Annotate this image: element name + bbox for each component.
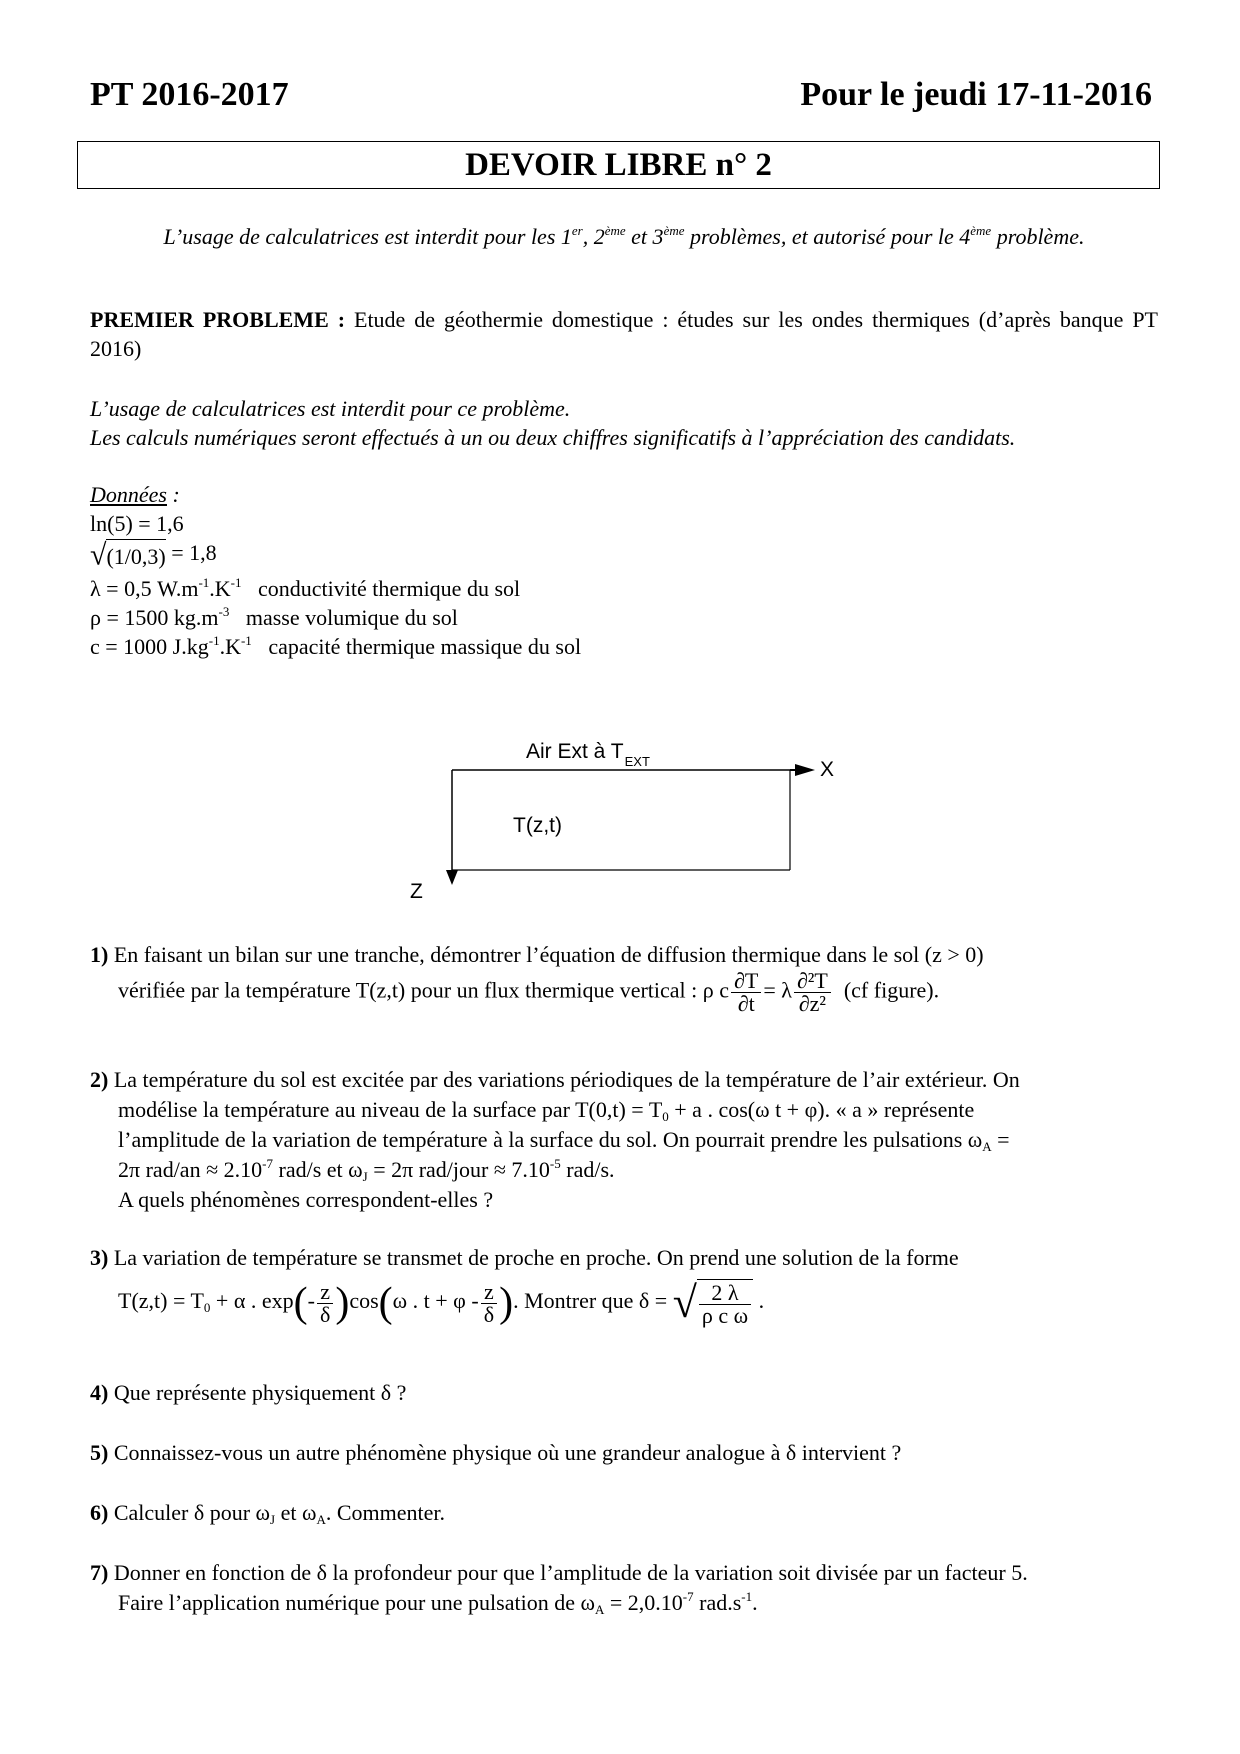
- q4-number: 4): [90, 1380, 109, 1405]
- x-arrow-head: [795, 764, 815, 776]
- q3-frac2-num: z: [481, 1281, 497, 1304]
- q3-eq-a: T(z,t) = T: [118, 1288, 204, 1314]
- rho-exp: -3: [218, 604, 230, 619]
- problem1-note1: L’usage de calculatrices est interdit pour ce problème.: [90, 396, 571, 421]
- donnees-label: Données: [90, 482, 167, 507]
- donnees-section: [90, 480, 1158, 661]
- q7-exp2: -1: [741, 1589, 753, 1604]
- q2-text-4d: rad/s.: [560, 1157, 615, 1182]
- q2-line2: [90, 1095, 1158, 1125]
- problem1-note2: Les calculs numériques seront effectués à un ou deux chiffres significatifs à l’appréciation des candidats.: [90, 425, 1016, 450]
- sqrt-value: = 1,8: [165, 540, 217, 565]
- q3-paren-close-1: ): [335, 1280, 350, 1326]
- header-class-year: PT 2016-2017: [90, 76, 289, 113]
- q3-frac1-den: δ: [319, 1301, 331, 1327]
- donnee-rho: [90, 603, 1158, 632]
- q2-sub-j: J: [362, 1169, 368, 1184]
- q2-line1: [90, 1065, 1158, 1095]
- q7-exp1: -7: [682, 1589, 694, 1604]
- q7-text-1: Donner en fonction de δ la profondeur pour que l’amplitude de la variation soit divisée par un facteur 5.: [108, 1560, 1028, 1585]
- q3-sqrt-num: 2 λ: [699, 1282, 751, 1305]
- q2-sub-a: A: [982, 1139, 992, 1154]
- q6-text-a: Calculer δ pour ω: [108, 1500, 271, 1525]
- q3-paren-close-2: ): [499, 1280, 514, 1326]
- q7-number: 7): [90, 1560, 109, 1585]
- q1-eq-frac-dt: [731, 970, 761, 1015]
- air-label-text: Air Ext à T: [526, 740, 624, 763]
- soil-diagram: [410, 710, 850, 920]
- notice-sup-a: er: [571, 223, 583, 238]
- problem1-label: PREMIER PROBLEME :: [90, 307, 346, 332]
- lambda-value: λ = 0,5 W.m: [90, 576, 199, 601]
- calculator-notice: [90, 222, 1158, 251]
- air-label-sub: EXT: [624, 754, 650, 769]
- question-2: [90, 1065, 1158, 1215]
- header-due-date: Pour le jeudi 17-11-2016: [800, 76, 1152, 113]
- q2-sub-0: 0: [662, 1109, 669, 1124]
- q3-line1: [90, 1243, 1158, 1273]
- document-title: DEVOIR LIBRE n° 2: [77, 141, 1160, 189]
- q3-sqrt-frac: [699, 1282, 751, 1327]
- question-4: [90, 1378, 1158, 1408]
- q5-text: Connaissez-vous un autre phénomène physique où une grandeur analogue à δ intervient ?: [108, 1440, 902, 1465]
- q2-line4: [90, 1155, 1158, 1185]
- q1-eq-den2: ∂z²: [798, 991, 826, 1016]
- question-6: [90, 1498, 1158, 1528]
- q6-sub-j: J: [270, 1512, 276, 1527]
- rho-desc: masse volumique du sol: [245, 605, 458, 630]
- notice-sup-c: ème: [663, 223, 685, 238]
- rho-value: ρ = 1500 kg.m: [90, 605, 219, 630]
- q3-end: .: [758, 1288, 765, 1314]
- q3-number: 3): [90, 1245, 109, 1270]
- q2-text-4b: rad/s et ω: [273, 1157, 363, 1182]
- q2-exp2: -5: [549, 1156, 561, 1171]
- q1-number: 1): [90, 942, 109, 967]
- q3-frac2-den: δ: [483, 1301, 495, 1327]
- q1-line2: [90, 970, 1158, 1015]
- q3-text-1: La variation de température se transmet de proche en proche. On prend une solution de la forme: [108, 1245, 959, 1270]
- q3-sqrt-den: ρ c ω: [701, 1303, 749, 1328]
- problem1-title: Etude de géothermie domestique : études sur les ondes thermiques (d’après banque PT 2016): [90, 307, 1158, 361]
- q2-text-2: modélise la température au niveau de la surface par T(0,t) = T: [118, 1097, 663, 1122]
- q1-text-2: vérifiée par la température T(z,t) pour un flux thermique vertical :: [118, 977, 698, 1003]
- q7-text-2b: = 2,0.10: [604, 1590, 683, 1615]
- q3-frac-z-delta-1: [317, 1278, 333, 1327]
- q4-text: Que représente physiquement δ ?: [108, 1380, 407, 1405]
- notice-text-c: et 3: [625, 224, 664, 249]
- notice-sup-d: ème: [970, 223, 992, 238]
- q7-text-2c: rad.s: [693, 1590, 742, 1615]
- q5-number: 5): [90, 1440, 109, 1465]
- q7-text-2d: .: [752, 1590, 758, 1615]
- q3-paren-open-1: (: [293, 1280, 308, 1326]
- q1-eq-num1: ∂T: [731, 970, 761, 993]
- donnee-ln5: ln(5) = 1,6: [90, 511, 184, 536]
- lambda-desc: conductivité thermique du sol: [258, 576, 521, 601]
- q1-eq-den1: ∂t: [737, 991, 755, 1016]
- q1-eq-num2: ∂²T: [794, 970, 831, 993]
- sqrt-argument: (1/0,3): [106, 539, 165, 571]
- lambda-exp1: -1: [198, 575, 210, 590]
- q1-line1: [90, 940, 1158, 970]
- problem1-notes: [90, 394, 1158, 452]
- q1-tail: (cf figure).: [843, 977, 940, 1003]
- c-value: c = 1000 J.kg: [90, 634, 209, 659]
- notice-text-e: problème.: [991, 224, 1085, 249]
- lambda-unit: .K: [209, 576, 231, 601]
- z-arrow-head: [446, 870, 458, 885]
- c-exp1: -1: [208, 633, 220, 648]
- donnee-lambda: [90, 574, 1158, 603]
- donnee-sqrt: [90, 538, 1158, 574]
- temperature-field-label: T(z,t): [513, 814, 562, 837]
- q1-eq-frac-dz2: [794, 970, 831, 1015]
- q2-line3: [90, 1125, 1158, 1155]
- x-axis-label: X: [820, 758, 835, 781]
- donnees-heading: [90, 480, 1158, 509]
- q3-eq-sub: 0: [203, 1300, 211, 1316]
- q1-text-1: En faisant un bilan sur une tranche, démontrer l’équation de diffusion thermique dans le sol (z > 0): [108, 942, 984, 967]
- q3-eq-cos: cos: [349, 1288, 379, 1314]
- q3-frac1-num: z: [317, 1281, 333, 1304]
- notice-sup-b: ème: [604, 223, 626, 238]
- q3-paren-open-2: (: [378, 1280, 393, 1326]
- q2-text-1: La température du sol est excitée par des variations périodiques de la température de l’air extérieur. On: [108, 1067, 1020, 1092]
- question-5: [90, 1438, 1158, 1468]
- q6-sub-a: A: [316, 1512, 326, 1527]
- c-exp2: -1: [240, 633, 252, 648]
- q3-equation-line: [90, 1279, 1158, 1327]
- question-3: [90, 1243, 1158, 1327]
- q3-eq-omega: ω . t + φ -: [392, 1288, 479, 1314]
- q1-eq-rhoc: ρ c: [702, 977, 730, 1003]
- q6-text-c: . Commenter.: [325, 1500, 445, 1525]
- q2-line5: A quels phénomènes correspondent-elles ?: [118, 1187, 494, 1212]
- q7-line1: [90, 1558, 1158, 1588]
- q2-text-2b: + a . cos(ω t + φ). « a » représente: [668, 1097, 975, 1122]
- q7-line2: [90, 1588, 1158, 1618]
- q3-show-text: . Montrer que δ =: [513, 1288, 668, 1314]
- sqrt-symbol: √(1/0,3): [90, 538, 166, 572]
- q6-number: 6): [90, 1500, 109, 1525]
- q2-exp1: -7: [262, 1156, 273, 1171]
- air-label: [526, 740, 650, 769]
- q7-sub-a: A: [594, 1602, 605, 1617]
- z-axis-label: Z: [410, 880, 423, 903]
- q1-eq-equals: = λ: [763, 977, 792, 1003]
- donnee-c: [90, 632, 1158, 661]
- problem1-heading: [90, 305, 1158, 363]
- q3-sqrt: √ $\frac{2 \lambda}{\text{ρ c ω}}$: [673, 1279, 753, 1327]
- notice-text-b: , 2: [582, 224, 605, 249]
- q3-eq-minus: -: [307, 1288, 315, 1314]
- c-unit: .K: [219, 634, 241, 659]
- donnees-colon: :: [166, 482, 180, 507]
- c-desc: capacité thermique massique du sol: [268, 634, 582, 659]
- lambda-exp2: -1: [230, 575, 242, 590]
- q3-eq-exp: + α . exp: [210, 1288, 294, 1314]
- question-7: [90, 1558, 1158, 1618]
- question-1: [90, 940, 1158, 1015]
- q2-text-4a: 2π rad/an ≈ 2.10: [118, 1157, 263, 1182]
- q7-text-2a: Faire l’application numérique pour une pulsation de ω: [118, 1590, 595, 1615]
- q2-number: 2): [90, 1067, 109, 1092]
- q2-text-3: l’amplitude de la variation de température à la surface du sol. On pourrait prendre les pulsations ω: [118, 1127, 983, 1152]
- notice-text-a: L’usage de calculatrices est interdit pour les 1: [163, 224, 572, 249]
- q3-frac-z-delta-2: [481, 1278, 497, 1327]
- q2-text-4c: = 2π rad/jour ≈ 7.10: [367, 1157, 550, 1182]
- q2-text-3b: =: [991, 1127, 1010, 1152]
- notice-text-d: problèmes, et autorisé pour le 4: [684, 224, 971, 249]
- q6-text-b: et ω: [275, 1500, 317, 1525]
